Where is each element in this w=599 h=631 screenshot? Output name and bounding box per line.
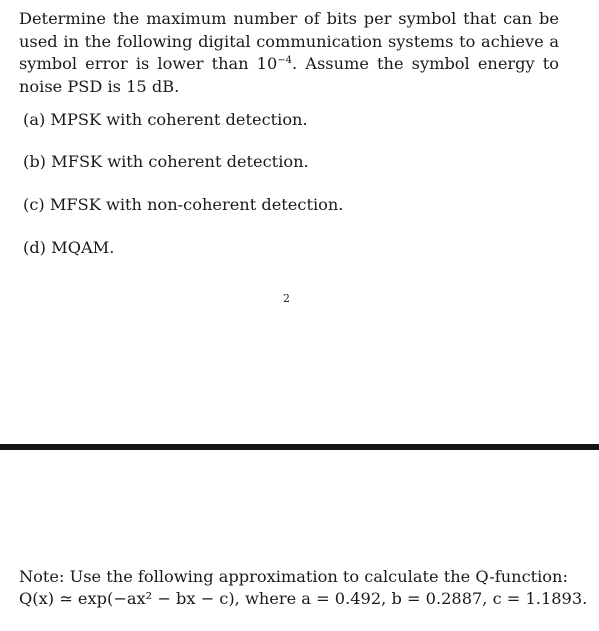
note — [19, 566, 589, 610]
part-d: (d) MQAM. — [23, 238, 115, 257]
problem-statement — [19, 8, 559, 98]
page-divider — [0, 444, 599, 450]
problem-text-end: . Assume the symbol energy to noise PSD is 15 dB. — [19, 54, 559, 96]
problem-text-start: Determine the maximum number of bits per symbol that can be used in the following digital communication systems to achieve a symbol error is lower than 10 — [19, 9, 559, 73]
part-b: (b) MFSK with coherent detection. — [23, 152, 309, 171]
exponent: −4 — [277, 55, 293, 66]
page-number: 2 — [283, 292, 290, 305]
note-text: Note: Use the following approximation to calculate the Q-function: — [19, 567, 568, 586]
part-c: (c) MFSK with non-coherent detection. — [23, 195, 344, 214]
part-a: (a) MPSK with coherent detection. — [23, 110, 308, 129]
q-function-formula: Q(x) ≃ exp(−ax² − bx − c), where a = 0.492, b = 0.2887, c = 1.1893. — [19, 589, 588, 608]
